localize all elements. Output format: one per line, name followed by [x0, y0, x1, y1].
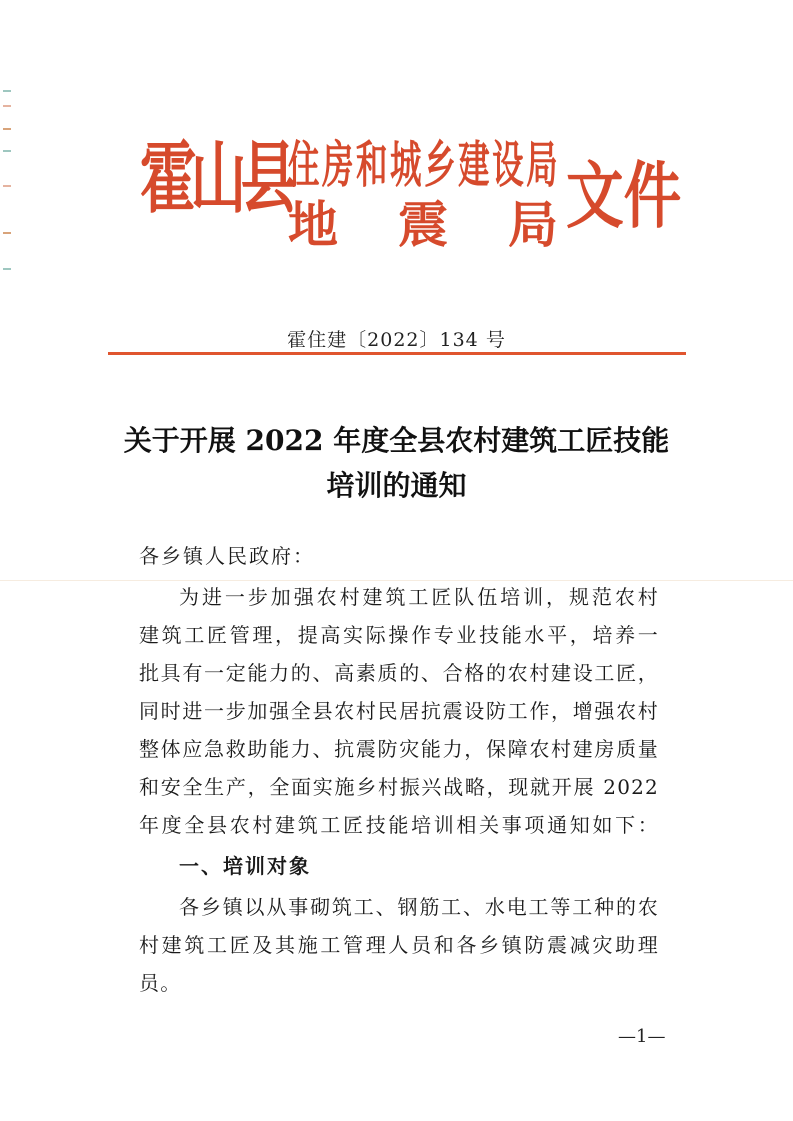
header-county-name: 霍山县 — [140, 133, 292, 224]
scan-mark — [3, 105, 11, 107]
scan-mark — [3, 268, 11, 270]
text-line: 同时进一步加强全县农村民居抗震设防工作，增强农村 — [139, 699, 659, 723]
page-number: —1— — [618, 1026, 666, 1047]
text-line: 建筑工匠管理，提高实际操作专业技能水平，培养一 — [139, 623, 659, 647]
notice-title — [0, 418, 793, 508]
text-line: 整体应急救助能力、抗震防灾能力，保障农村建房质量 — [139, 737, 659, 761]
header-agency-housing: 住 房 和 城 乡 建 设 局 — [288, 135, 558, 194]
section-heading-training-target: 一、培训对象 — [179, 854, 311, 878]
title-line: 培训的通知 — [326, 469, 467, 502]
scan-mark — [3, 150, 11, 152]
text-line: 年度全县农村建筑工匠技能培训相关事项通知如下： — [139, 813, 659, 837]
body-paragraph-target — [139, 888, 659, 1002]
header-agencies — [288, 135, 558, 255]
salutation: 各乡镇人民政府： — [139, 544, 315, 568]
document-number: 霍住建〔2022〕134 号 — [287, 329, 506, 351]
red-divider-rule — [108, 352, 686, 355]
text-line: 员。 — [139, 971, 182, 995]
text-line: 各乡镇以从事砌筑工、钢筋工、水电工等工种的农 — [179, 895, 659, 919]
header-agency-earthquake: 地 震 局 — [288, 195, 558, 254]
header-document-word: 文件 — [566, 153, 682, 238]
title-line: 关于开展 2022 年度全县农村建筑工匠技能 — [123, 424, 670, 457]
body-paragraph-intro — [139, 578, 659, 844]
text-line: 和安全生产，全面实施乡村振兴战略，现就开展 2022 — [139, 775, 659, 799]
scan-mark — [3, 128, 11, 130]
scan-mark — [3, 90, 11, 92]
text-line: 为进一步加强农村建筑工匠队伍培训，规范农村 — [179, 585, 659, 609]
text-line: 村建筑工匠及其施工管理人员和各乡镇防震减灾助理 — [139, 933, 659, 957]
scan-mark — [3, 232, 11, 234]
scan-mark — [3, 185, 11, 187]
text-line: 批具有一定能力的、高素质的、合格的农村建设工匠， — [139, 661, 659, 685]
